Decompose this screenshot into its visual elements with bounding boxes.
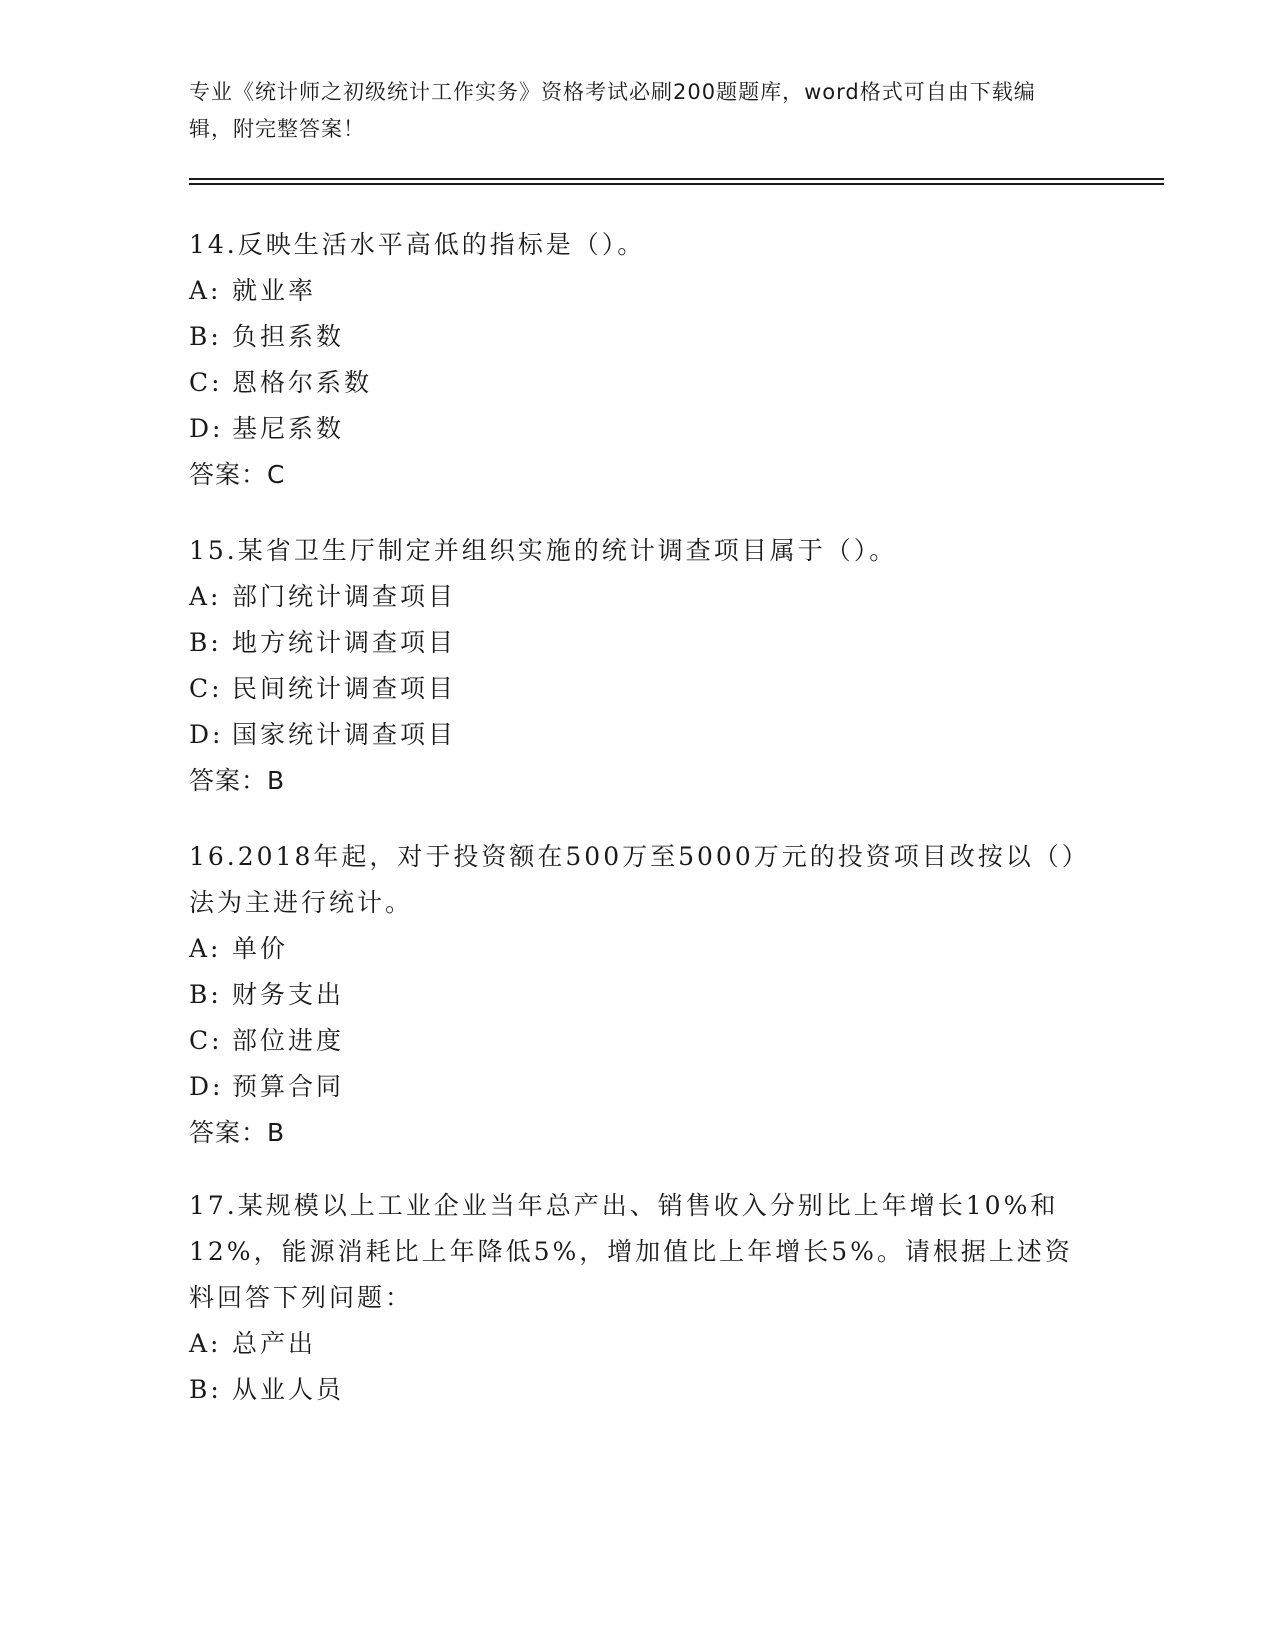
option-letter: A: xyxy=(189,1329,222,1358)
option-text: 财务支出 xyxy=(232,980,345,1009)
option-letter: A: xyxy=(189,276,222,305)
option-letter: B: xyxy=(189,1375,222,1404)
header-divider-top xyxy=(189,178,1164,180)
question-block xyxy=(189,1183,1079,1413)
option-text: 单价 xyxy=(232,934,289,963)
question-stem: 16.2018年起，对于投资额在500万至5000万元的投资项目改按以（）法为主进行统计。 xyxy=(189,842,1078,917)
option-d xyxy=(189,406,1079,452)
option-d xyxy=(189,712,1079,758)
option-text: 就业率 xyxy=(232,276,317,305)
option-letter: C: xyxy=(189,368,223,397)
option-b xyxy=(189,1367,1079,1413)
option-text: 恩格尔系数 xyxy=(232,368,373,397)
option-a xyxy=(189,574,1079,620)
question-block xyxy=(189,528,1079,804)
document-header: 专业《统计师之初级统计工作实务》资格考试必刷200题题库，word格式可自由下载编辑，附完整答案！ xyxy=(189,80,1036,141)
option-text: 总产出 xyxy=(232,1329,317,1358)
option-b xyxy=(189,620,1079,666)
header-divider-bottom xyxy=(189,183,1164,185)
answer-line: 答案：B xyxy=(189,1118,286,1147)
option-a xyxy=(189,1321,1079,1367)
question-stem: 15.某省卫生厅制定并组织实施的统计调查项目属于（）。 xyxy=(189,536,898,565)
answer-line: 答案：B xyxy=(189,766,286,795)
option-a xyxy=(189,926,1079,972)
option-letter: D: xyxy=(189,720,224,749)
option-text: 民间统计调查项目 xyxy=(232,674,457,703)
option-text: 国家统计调查项目 xyxy=(232,720,457,749)
option-letter: B: xyxy=(189,980,222,1009)
option-b xyxy=(189,972,1079,1018)
option-text: 预算合同 xyxy=(232,1072,345,1101)
option-text: 基尼系数 xyxy=(232,414,345,443)
question-block xyxy=(189,834,1079,1156)
option-d xyxy=(189,1064,1079,1110)
option-letter: D: xyxy=(189,414,224,443)
option-letter: D: xyxy=(189,1072,224,1101)
option-text: 部位进度 xyxy=(232,1026,345,1055)
question-stem: 17.某规模以上工业企业当年总产出、销售收入分别比上年增长10%和12%，能源消耗比上年降低5%，增加值比上年增长5%。请根据上述资料回答下列问题： xyxy=(189,1191,1073,1312)
option-letter: A: xyxy=(189,582,222,611)
option-text: 从业人员 xyxy=(232,1375,345,1404)
option-b xyxy=(189,314,1079,360)
option-text: 负担系数 xyxy=(232,322,345,351)
answer-line: 答案：C xyxy=(189,460,286,489)
option-letter: B: xyxy=(189,628,222,657)
question-stem: 14.反映生活水平高低的指标是（）。 xyxy=(189,230,646,259)
option-letter: C: xyxy=(189,1026,223,1055)
option-c xyxy=(189,666,1079,712)
option-c xyxy=(189,360,1079,406)
option-text: 部门统计调查项目 xyxy=(232,582,457,611)
option-a xyxy=(189,268,1079,314)
option-letter: B: xyxy=(189,322,222,351)
option-text: 地方统计调查项目 xyxy=(232,628,457,657)
question-block xyxy=(189,222,1079,498)
option-letter: C: xyxy=(189,674,223,703)
option-letter: A: xyxy=(189,934,222,963)
option-c xyxy=(189,1018,1079,1064)
